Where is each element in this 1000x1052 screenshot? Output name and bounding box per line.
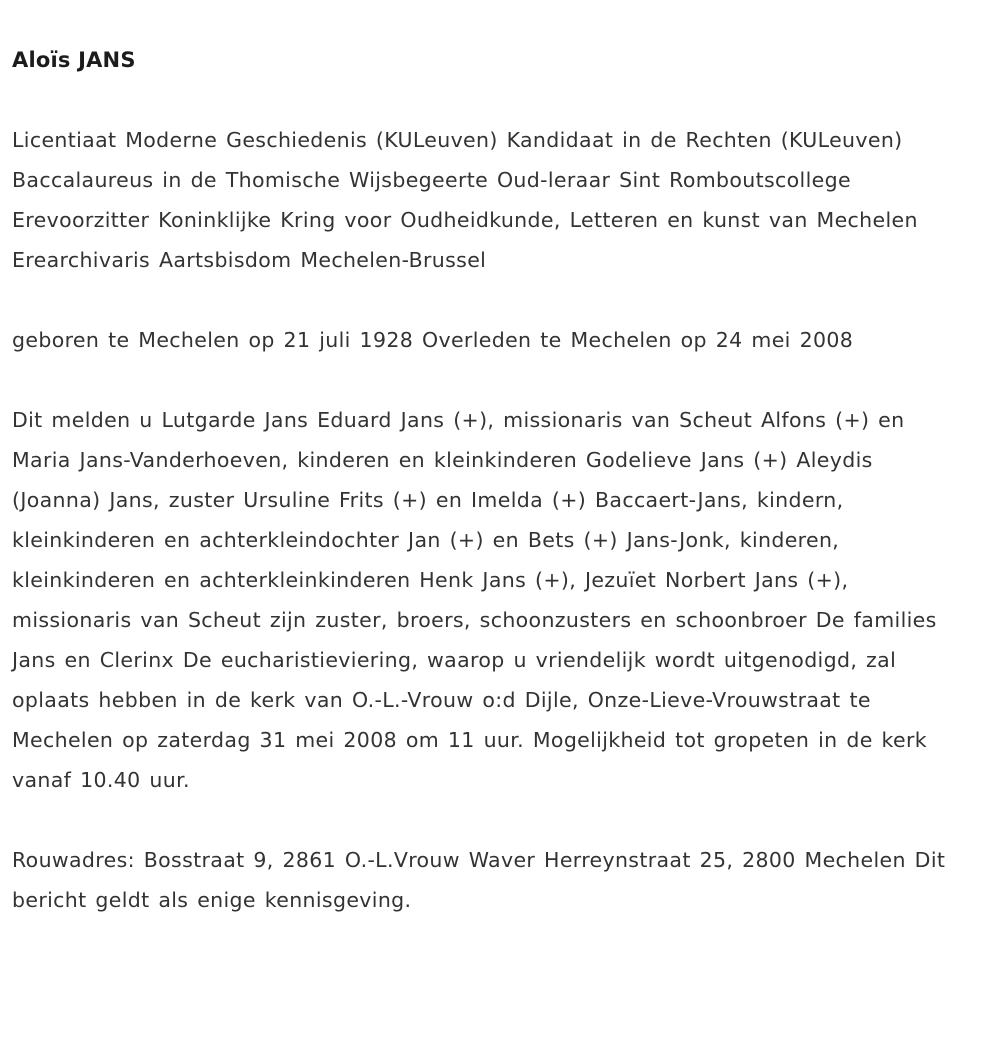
deceased-name-title: Aloïs JANS	[12, 48, 136, 72]
credentials-paragraph: Licentiaat Moderne Geschiedenis (KULeuven) Kandidaat in de Rechten (KULeuven) Baccalaureus in de Thomische Wijsbegeerte Oud-leraar Sint Romboutscollege Erevoorzitter Koninklijke Kring voor Oudheidkunde, Letteren en kunst van Mechelen Erearchivaris Aartsbisdom Mechelen-Brussel	[12, 128, 918, 272]
mourning-address-paragraph: Rouwadres: Bosstraat 9, 2861 O.-L.Vrouw Waver Herreynstraat 25, 2800 Mechelen Dit bericht geldt als enige kennisgeving.	[12, 848, 946, 912]
family-and-service-paragraph: Dit melden u Lutgarde Jans Eduard Jans (+), missionaris van Scheut Alfons (+) en Maria Jans-Vanderhoeven, kinderen en kleinkinderen Godelieve Jans (+) Aleydis (Joanna) Jans, zuster Ursuline Frits (+) en Imelda (+) Baccaert-Jans, kindern, kleinkinderen en achterkleindochter Jan (+) en Bets (+) Jans-Jonk, kinderen, kleinkinderen en achterkleinkinderen Henk Jans (+), Jezuïet Norbert Jans (+), missionaris van Scheut zijn zuster, broers, schoonzusters en schoonbroer De families Jans en Clerinx De eucharistieviering, waarop u vriendelijk wordt uitgenodigd, zal oplaats hebben in de kerk van O.-L.-Vrouw o:d Dijle, Onze-Lieve-Vrouwstraat te Mechelen op zaterdag 31 mei 2008 om 11 uur. Mogelijkheid tot gropeten in de kerk vanaf 10.40 uur.	[12, 408, 937, 792]
life-dates-paragraph: geboren te Mechelen op 21 juli 1928 Overleden te Mechelen op 24 mei 2008	[12, 328, 854, 352]
